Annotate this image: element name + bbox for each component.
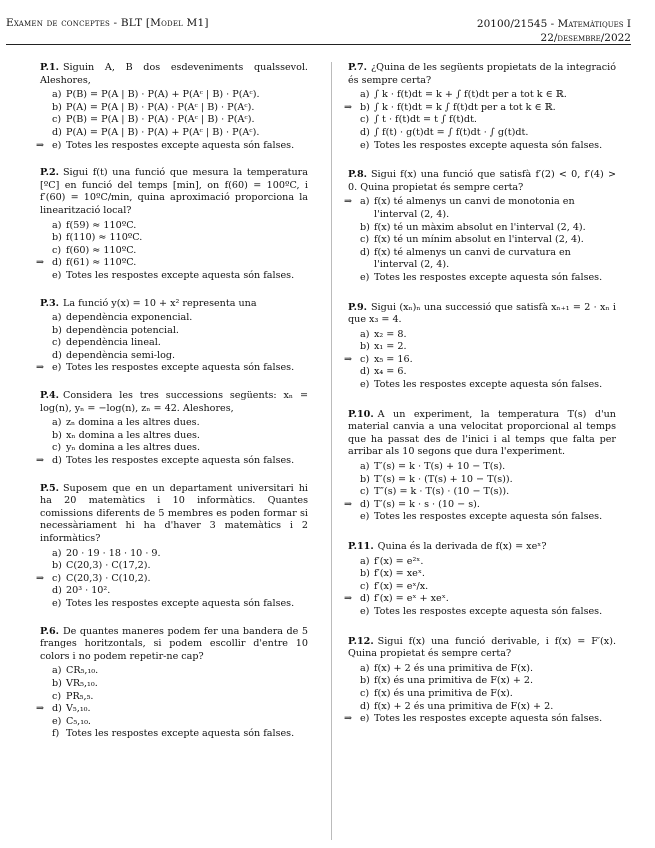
option-letter: c) xyxy=(360,580,370,592)
option-letter: d) xyxy=(360,366,370,378)
option-letter: f) xyxy=(52,728,60,740)
answer-option xyxy=(348,89,616,102)
question-statement: Quina és la derivada de f(x) = xeˣ? xyxy=(377,541,547,552)
option-text: Totes les respostes excepte aquesta són falses. xyxy=(374,511,603,523)
answer-option xyxy=(40,270,308,283)
option-letter: c) xyxy=(360,353,370,365)
option-letter: a) xyxy=(360,555,370,567)
answer-option xyxy=(348,701,616,714)
option-letter: c) xyxy=(360,234,370,246)
option-letter: d) xyxy=(52,257,62,269)
correct-answer-arrow-icon: ⇒ xyxy=(344,713,353,725)
question-text xyxy=(348,636,616,661)
answer-option xyxy=(40,89,308,102)
question-text xyxy=(348,62,616,87)
option-text: P(A) = P(A | B) · P(A) · P(Aᶜ | B) · P(Aᶜ). xyxy=(66,101,255,113)
option-text: P(B) = P(A | B) · P(A) · P(Aᶜ | B) · P(Aᶜ). xyxy=(66,114,255,126)
answer-option xyxy=(40,220,308,233)
option-letter: e) xyxy=(360,511,370,523)
correct-answer-arrow-icon: ⇒ xyxy=(344,353,353,365)
option-letter: e) xyxy=(360,713,370,725)
question-block xyxy=(344,169,616,284)
answer-option xyxy=(348,606,616,619)
correct-answer-arrow-icon: ⇒ xyxy=(36,703,45,715)
option-text: Totes les respostes excepte aquesta són falses. xyxy=(66,139,295,151)
question-statement: ¿Quina de les següents propietats de la integració és sempre certa? xyxy=(348,62,616,86)
answer-option xyxy=(344,101,616,115)
left-column xyxy=(36,62,308,756)
answer-option xyxy=(344,196,616,221)
option-letter: c) xyxy=(360,114,370,126)
option-text: Totes les respostes excepte aquesta són falses. xyxy=(374,713,603,725)
question-text xyxy=(40,626,308,664)
question-text xyxy=(40,298,308,311)
answer-option xyxy=(40,585,308,598)
answer-option xyxy=(348,247,616,272)
answer-option xyxy=(40,598,308,611)
question-statement: Siguin A, B dos esdeveniments qualssevol. Aleshores, xyxy=(40,62,308,86)
answer-option xyxy=(40,560,308,573)
exam-title: Examen de conceptes - BLT [Model M1] xyxy=(6,17,209,29)
answer-option xyxy=(40,102,308,115)
option-text: Totes les respostes excepte aquesta són falses. xyxy=(374,379,603,391)
question-text xyxy=(348,409,616,459)
option-letter: a) xyxy=(360,461,370,473)
option-text: dependència potencial. xyxy=(66,324,179,336)
option-letter: e) xyxy=(52,597,62,609)
option-text: f(60) ≈ 110ºC. xyxy=(66,244,137,256)
question-block xyxy=(36,297,308,376)
option-text: ∫ t · f(t)dt = t ∫ f(t)dt. xyxy=(374,114,477,126)
option-letter: a) xyxy=(52,219,62,231)
option-letter: a) xyxy=(360,662,370,674)
option-text: yₙ domina a les altres dues. xyxy=(66,442,200,454)
option-letter: c) xyxy=(52,114,62,126)
question-number: P.12. xyxy=(348,635,374,647)
answer-option xyxy=(348,272,616,285)
question-statement: Sigui (xₙ)ₙ una successió que satisfà xₙ₊₁ = 2 · xₙ i que x₃ = 4. xyxy=(348,301,616,326)
option-letter: b) xyxy=(52,232,62,244)
option-text: dependència semi-log. xyxy=(66,349,176,361)
option-text: f(x) té un mínim absolut en l'interval (2, 4). xyxy=(374,234,584,246)
question-number: P.9. xyxy=(348,301,367,313)
option-text: Totes les respostes excepte aquesta són falses. xyxy=(66,728,295,740)
option-letter: d) xyxy=(52,126,62,138)
question-statement: La funció y(x) = 10 + x² representa una xyxy=(62,297,257,309)
question-block xyxy=(344,301,616,392)
answer-option xyxy=(40,691,308,704)
option-letter: c) xyxy=(360,486,370,498)
correct-answer-arrow-icon: ⇒ xyxy=(344,498,353,510)
question-statement: Sigui f(x) una funció derivable, i f(x) = F′(x). Quina propietat és sempre certa? xyxy=(348,635,616,660)
answer-option xyxy=(36,139,308,153)
option-text: Totes les respostes excepte aquesta són falses. xyxy=(374,139,603,151)
question-statement: De quantes maneres podem fer una bandera de 5 franges horitzontals, si podem escollir d'entre 10 colors i no podem repetir-ne cap? xyxy=(40,625,308,662)
answer-option xyxy=(40,442,308,455)
answer-option xyxy=(36,362,308,375)
option-text: T′(s) = k · (T(s) + 10 − T(s)). xyxy=(374,473,513,485)
option-text: V₅,₁₀. xyxy=(66,703,91,715)
option-letter: a) xyxy=(360,328,370,340)
option-text: f′(x) = eˣ + xeˣ. xyxy=(374,593,449,605)
option-text: f′(x) = xeˣ. xyxy=(374,568,425,580)
option-letter: c) xyxy=(52,337,62,349)
answer-option xyxy=(348,511,616,524)
answer-option xyxy=(348,222,616,235)
answer-option xyxy=(36,257,308,270)
correct-answer-arrow-icon: ⇒ xyxy=(344,101,353,113)
question-text xyxy=(348,541,616,554)
option-text: f(59) ≈ 110ºC. xyxy=(66,219,137,231)
option-text: 20³ · 10². xyxy=(66,585,111,597)
course-info xyxy=(477,17,631,45)
answer-option xyxy=(348,329,616,342)
option-text: C₅,₁₀. xyxy=(66,715,91,727)
answer-option xyxy=(40,716,308,729)
option-text: f(x) té almenys un canvi de monotonia en l'interval (2, 4). xyxy=(374,196,575,220)
option-letter: b) xyxy=(360,221,370,233)
question-block xyxy=(344,541,616,619)
answer-option xyxy=(348,114,616,127)
option-letter: e) xyxy=(360,605,370,617)
question-number: P.2. xyxy=(40,167,59,179)
answer-option xyxy=(40,548,308,561)
question-statement: A un experiment, la temperatura T(s) d'un material canvia a una velocitat proporcional al temps que ha passat des de l'inici i al temps que falta per arribar als 10 segons que dura l'experiment. xyxy=(348,408,616,458)
option-text: P(B) = P(A | B) · P(A) + P(Aᶜ | B) · P(Aᶜ). xyxy=(66,89,260,101)
option-text: f(x) té almenys un canvi de curvatura en l'interval (2, 4). xyxy=(374,246,571,271)
question-number: P.4. xyxy=(40,390,59,402)
option-letter: b) xyxy=(360,101,370,113)
option-text: dependència lineal. xyxy=(66,337,161,349)
answer-option xyxy=(344,498,616,512)
answer-option xyxy=(348,366,616,379)
option-letter: c) xyxy=(52,244,62,256)
option-text: CR₅,₁₀. xyxy=(66,665,99,677)
answer-option xyxy=(40,665,308,678)
question-text xyxy=(40,483,308,546)
question-block xyxy=(344,62,616,152)
option-text: x₄ = 6. xyxy=(374,366,407,378)
answer-option xyxy=(344,593,616,606)
question-text xyxy=(348,169,616,194)
answer-option xyxy=(40,114,308,127)
option-text: dependència exponencial. xyxy=(66,312,193,324)
option-text: f(61) ≈ 110ºC. xyxy=(66,257,137,269)
answer-option xyxy=(348,486,616,499)
option-letter: e) xyxy=(360,379,370,391)
answer-option xyxy=(348,568,616,581)
option-text: f(x) + 2 és una primitiva de F(x) + 2. xyxy=(374,700,554,712)
option-text: C(20,3) · C(10,2). xyxy=(66,572,151,584)
option-text: PR₅,₅. xyxy=(66,690,94,702)
answer-option xyxy=(40,417,308,430)
option-text: x₅ = 16. xyxy=(374,353,413,365)
option-text: Totes les respostes excepte aquesta són falses. xyxy=(66,269,295,281)
option-letter: d) xyxy=(360,498,370,510)
question-number: P.5. xyxy=(40,482,59,494)
option-letter: d) xyxy=(52,455,62,467)
option-letter: c) xyxy=(52,442,62,454)
question-block xyxy=(36,390,308,468)
option-text: T′(s) = k · T(s) + 10 − T(s). xyxy=(374,461,506,473)
answer-option xyxy=(348,675,616,688)
option-letter: d) xyxy=(360,126,370,138)
correct-answer-arrow-icon: ⇒ xyxy=(36,572,45,584)
option-text: Totes les respostes excepte aquesta són falses. xyxy=(66,597,295,609)
question-text xyxy=(40,390,308,415)
answer-option xyxy=(40,678,308,691)
option-letter: d) xyxy=(360,246,370,258)
question-number: P.6. xyxy=(40,625,59,637)
question-statement: Considera les tres successions següents: xₙ = log(n), yₙ = −log(n), zₙ = 42. Aleshores, xyxy=(40,390,308,414)
header-rule xyxy=(6,44,631,45)
option-letter: a) xyxy=(52,89,62,101)
question-number: P.10. xyxy=(348,408,374,420)
option-letter: e) xyxy=(52,362,62,374)
answer-option xyxy=(348,474,616,487)
answer-option xyxy=(348,556,616,569)
answer-option xyxy=(36,572,308,586)
correct-answer-arrow-icon: ⇒ xyxy=(36,257,45,269)
option-letter: a) xyxy=(360,196,370,208)
question-text xyxy=(40,167,308,217)
correct-answer-arrow-icon: ⇒ xyxy=(36,139,45,151)
question-block xyxy=(36,62,308,152)
option-text: f′(x) = eˣ/x. xyxy=(374,580,429,592)
option-text: f(x) és una primitiva de F(x). xyxy=(374,687,513,699)
option-letter: c) xyxy=(52,572,62,584)
course-code: 20100/21545 - Matemàtiques I xyxy=(476,18,631,30)
right-column xyxy=(344,62,616,743)
option-letter: e) xyxy=(360,271,370,283)
option-letter: a) xyxy=(360,89,370,101)
question-text xyxy=(348,302,616,327)
option-text: C(20,3) · C(17,2). xyxy=(66,560,151,572)
option-letter: c) xyxy=(360,687,370,699)
answer-option xyxy=(344,353,616,367)
option-letter: b) xyxy=(52,101,62,113)
option-text: f(x) és una primitiva de F(x) + 2. xyxy=(374,675,534,687)
option-text: Totes les respostes excepte aquesta són falses. xyxy=(374,605,603,617)
question-number: P.1. xyxy=(40,62,59,73)
question-statement: Suposem que en un departament universitari hi ha 20 matemàtics i 10 informàtics. Quantes comissions diferents de 5 membres es poden formar si necessàriament hi ha d'haver 3 matemàtics i 2 informàtics? xyxy=(40,482,308,544)
option-text: f′(x) = e²ˣ. xyxy=(374,555,424,567)
answer-option xyxy=(36,455,308,468)
option-letter: d) xyxy=(52,349,62,361)
answer-option xyxy=(348,234,616,247)
answer-option xyxy=(348,581,616,594)
correct-answer-arrow-icon: ⇒ xyxy=(344,593,353,605)
question-block xyxy=(36,482,308,611)
correct-answer-arrow-icon: ⇒ xyxy=(344,196,353,208)
answer-option xyxy=(40,232,308,245)
option-letter: a) xyxy=(52,417,62,429)
question-number: P.11. xyxy=(348,541,374,552)
answer-option xyxy=(40,728,308,741)
question-block xyxy=(36,625,308,741)
option-text: zₙ domina a les altres dues. xyxy=(66,417,200,429)
correct-answer-arrow-icon: ⇒ xyxy=(36,455,45,467)
option-letter: b) xyxy=(52,429,62,441)
page-header xyxy=(0,0,655,42)
answer-option xyxy=(36,703,308,716)
answer-option xyxy=(40,127,308,140)
option-text: f(x) + 2 és una primitiva de F(x). xyxy=(374,662,534,674)
answer-option xyxy=(348,127,616,140)
answer-option xyxy=(40,430,308,443)
option-letter: b) xyxy=(360,341,370,353)
answer-option xyxy=(40,312,308,325)
option-letter: e) xyxy=(52,139,62,151)
option-text: 20 · 19 · 18 · 10 · 9. xyxy=(66,547,161,559)
option-text: x₂ = 8. xyxy=(374,328,407,340)
option-text: ∫ k · f(t)dt = k ∫ f(t)dt per a tot k ∈ ℝ. xyxy=(374,101,556,113)
question-number: P.3. xyxy=(40,297,59,309)
option-letter: a) xyxy=(52,547,62,559)
option-letter: b) xyxy=(360,675,370,687)
option-letter: d) xyxy=(360,700,370,712)
option-letter: e) xyxy=(52,269,62,281)
question-number: P.7. xyxy=(348,62,367,73)
column-divider xyxy=(331,62,332,840)
answer-option xyxy=(40,337,308,350)
exam-date: 22/desembre/2022 xyxy=(540,32,631,44)
answer-option xyxy=(40,325,308,338)
option-letter: e) xyxy=(360,139,370,151)
question-number: P.8. xyxy=(348,169,367,181)
option-letter: a) xyxy=(52,312,62,324)
answer-option xyxy=(348,379,616,392)
option-text: P(A) = P(A | B) · P(A) + P(Aᶜ | B) · P(Aᶜ). xyxy=(66,126,260,138)
option-letter: e) xyxy=(52,715,62,727)
question-block xyxy=(36,167,308,282)
option-letter: b) xyxy=(360,568,370,580)
answer-option xyxy=(348,461,616,474)
option-letter: d) xyxy=(360,593,370,605)
question-statement: Sigui f(x) una funció que satisfà f′(2) < 0, f′(4) > 0. Quina propietat és sempre certa? xyxy=(348,169,616,193)
answer-option xyxy=(40,350,308,363)
question-statement: Sigui f(t) una funció que mesura la temperatura [ºC] en funció del temps [min], on f(60) = 100ºC, i f′(60) = 10ºC/min, quina aproximació proporciona la linearització local? xyxy=(40,167,308,216)
answer-option xyxy=(348,688,616,701)
option-text: T′(s) = k · s · (10 − s). xyxy=(374,498,480,510)
option-letter: a) xyxy=(52,665,62,677)
answer-option xyxy=(348,140,616,153)
answer-option xyxy=(348,663,616,676)
option-text: Totes les respostes excepte aquesta són falses. xyxy=(66,455,295,467)
option-text: x₁ = 2. xyxy=(374,341,407,353)
answer-option xyxy=(344,713,616,726)
option-letter: c) xyxy=(52,690,62,702)
option-letter: b) xyxy=(52,560,62,572)
option-text: ∫ f(t) · g(t)dt = ∫ f(t)dt · ∫ g(t)dt. xyxy=(374,126,529,138)
option-letter: b) xyxy=(52,324,62,336)
option-letter: b) xyxy=(52,677,62,689)
question-block xyxy=(344,408,616,524)
option-letter: b) xyxy=(360,473,370,485)
option-text: Totes les respostes excepte aquesta són falses. xyxy=(66,362,295,374)
option-text: ∫ k · f(t)dt = k + ∫ f(t)dt per a tot k ∈ ℝ. xyxy=(374,89,567,101)
option-letter: d) xyxy=(52,585,62,597)
correct-answer-arrow-icon: ⇒ xyxy=(36,362,45,374)
option-text: xₙ domina a les altres dues. xyxy=(66,429,200,441)
option-text: f(110) ≈ 110ºC. xyxy=(66,232,143,244)
option-text: Totes les respostes excepte aquesta són falses. xyxy=(374,271,603,283)
answer-option xyxy=(40,245,308,258)
option-text: f(x) té un màxim absolut en l'interval (2, 4). xyxy=(374,221,586,233)
answer-option xyxy=(348,341,616,354)
option-text: T″(s) = k · T(s) · (10 − T(s)). xyxy=(374,486,510,498)
option-text: VR₅,₁₀. xyxy=(66,677,98,689)
question-block xyxy=(344,635,616,726)
option-letter: d) xyxy=(52,703,62,715)
question-text xyxy=(40,62,308,87)
